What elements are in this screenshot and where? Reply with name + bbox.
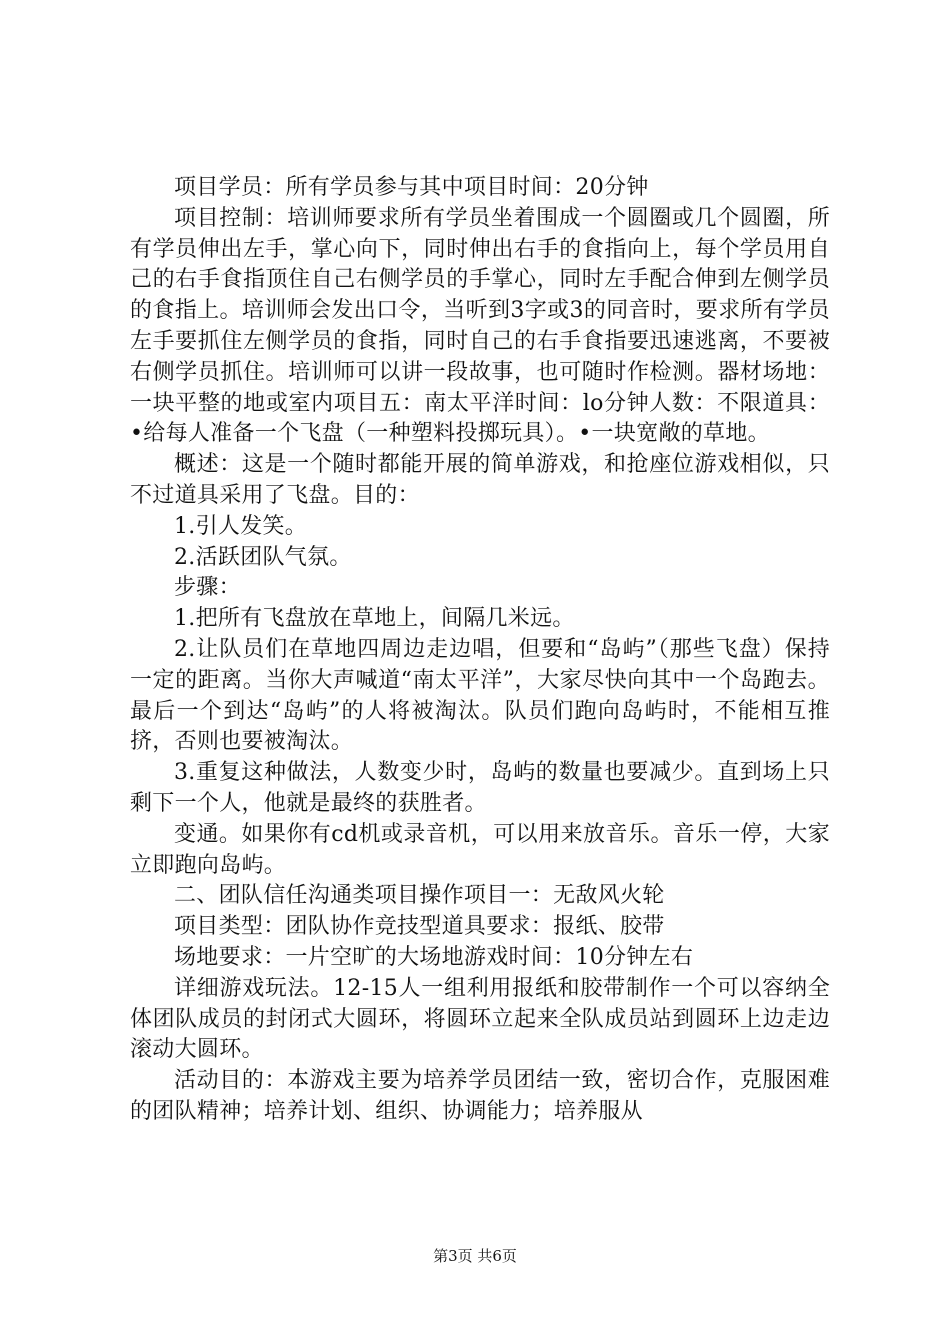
paragraph-steps-heading: 步骤：: [174, 575, 241, 601]
paragraph-gameplay: 详细游戏玩法。12-15人一组利用报纸和胶带制作一个可以容纳全体团队成员的封闭式大圆环，将圆环立起来全队成员站到圆环上边走边滚动大圆环。: [130, 975, 830, 1063]
paragraph-section-heading: 二、团队信任沟通类项目操作项目一：无敌风火轮: [174, 883, 665, 909]
document-body: [130, 173, 830, 1128]
paragraph-overview: 概述：这是一个随时都能开展的简单游戏，和抢座位游戏相似，只不过道具采用了飞盘。目的：: [130, 452, 830, 508]
paragraph-variation: 变通。如果你有cd机或录音机，可以用来放音乐。音乐一停，大家立即跑向岛屿。: [130, 821, 830, 878]
paragraph-goal-1: 1.引人发笑。: [174, 513, 308, 539]
paragraph-step-3: 3.重复这种做法，人数变少时，岛屿的数量也要减少。直到场上只剩下一个人，他就是最终的获胜者。: [130, 760, 830, 816]
paragraph-project-type: 项目类型：团队协作竞技型道具要求：报纸、胶带: [174, 914, 665, 940]
paragraph-participants: 项目学员：所有学员参与其中项目时间：20分钟: [174, 175, 649, 200]
paragraph-step-2: 2.让队员们在草地四周边走边唱，但要和“岛屿”（那些飞盘）保持一定的距离。当你大声喊道“南太平洋”，大家尽快向其中一个岛跑去。最后一个到达“岛屿”的人将被淘汰。队员们跑向岛屿时，不能相互推挤，否则也要被淘汰。: [130, 636, 830, 755]
paragraph-step-1: 1.把所有飞盘放在草地上，间隔几米远。: [174, 606, 575, 632]
paragraph-goal-2: 2.活跃团队气氛。: [174, 544, 352, 570]
paragraph-venue: 场地要求：一片空旷的大场地游戏时间：10分钟左右: [174, 944, 694, 970]
paragraph-activity-purpose: 活动目的：本游戏主要为培养学员团结一致，密切合作，克服困难的团队精神；培养计划、组织、协调能力；培养服从: [130, 1068, 830, 1124]
paragraph-project-control: 项目控制：培训师要求所有学员坐着围成一个圆圈或几个圆圈，所有学员伸出左手，掌心向下，同时伸出右手的食指向上，每个学员用自己的右手食指顶住自己右侧学员的手掌心，同时左手配合伸到左侧学员的食指上。培训师会发出口令，当听到3字或3的同音时，要求所有学员左手要抓住左侧学员的食指，同时自己的右手食指要迅速逃离，不要被右侧学员抓住。培训师可以讲一段故事，也可随时作检测。器材场地：一块平整的地或室内项目五：南太平洋时间：lo分钟人数：不限道具：•给每人准备一个飞盘（一种塑料投掷玩具）。•一块宽敞的草地。: [130, 205, 830, 447]
page-footer: 第3页 共6页: [433, 1247, 517, 1265]
